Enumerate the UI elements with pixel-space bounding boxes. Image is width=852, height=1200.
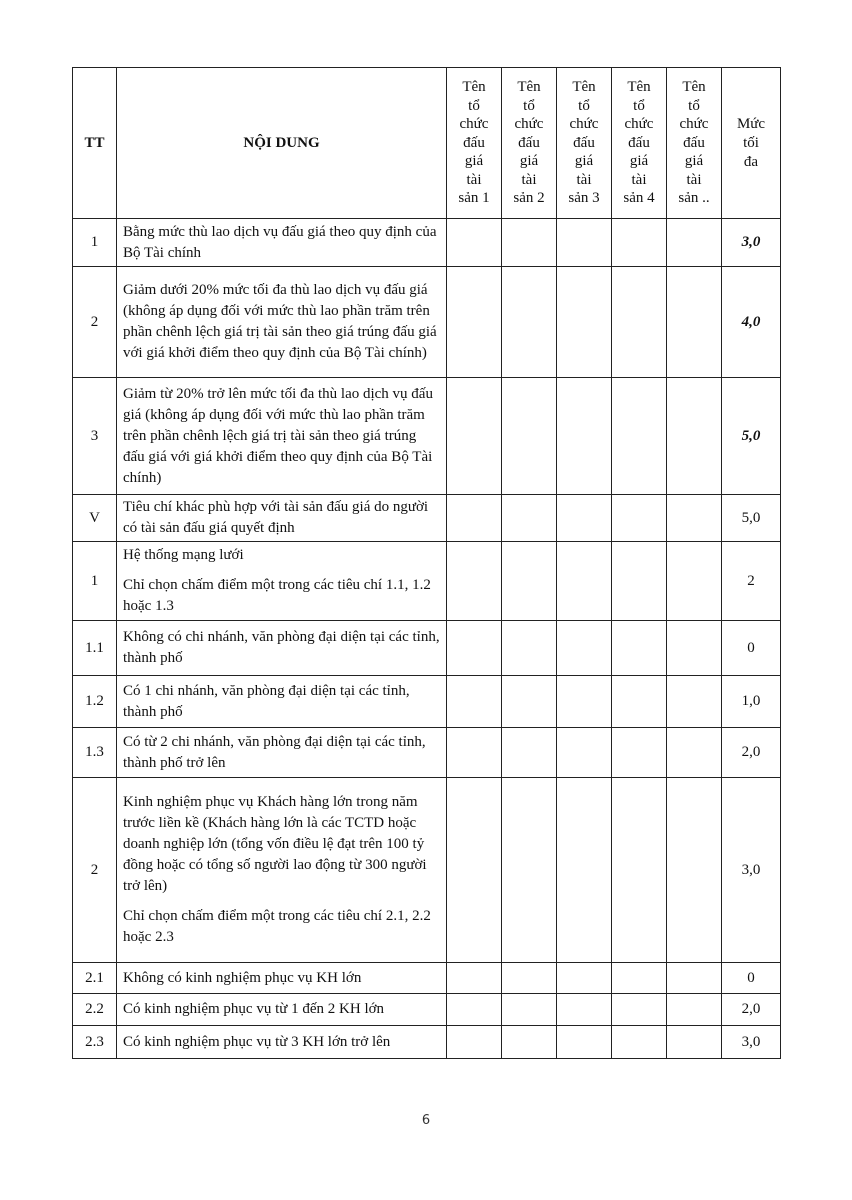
score-cell-org-5 (667, 378, 722, 495)
score-cell-org-4 (612, 994, 667, 1026)
header-org-word: sản 1 (458, 190, 490, 207)
score-cell-org-2 (502, 219, 557, 267)
row-content-text: Có từ 2 chi nhánh, văn phòng đại diện tại các tỉnh, thành phố trở lên (123, 733, 426, 771)
score-cell-org-1 (447, 219, 502, 267)
max-score: 5,0 (722, 378, 781, 495)
header-org-word: giá (574, 153, 594, 170)
table-row (73, 267, 781, 378)
row-content-text: Kinh nghiệm phục vụ Khách hàng lớn trong năm trước liền kề (Khách hàng lớn là các TCTD hoặc doanh nghiệp lớn (tổng vốn điều lệ đạt trên 100 tỷ đồng hoặc có tổng số người lao động từ 300 người trở lên) (123, 794, 427, 894)
header-org-word: Tên (462, 79, 486, 96)
score-cell-org-1 (447, 495, 502, 542)
header-org-word: đấu (683, 134, 705, 151)
row-content (117, 994, 447, 1026)
header-org-word: giá (684, 153, 704, 170)
max-score: 1,0 (722, 676, 781, 728)
table-row (73, 676, 781, 728)
table-row (73, 542, 781, 621)
max-score: 0 (722, 621, 781, 676)
score-cell-org-3 (557, 621, 612, 676)
max-score: 5,0 (722, 495, 781, 542)
score-cell-org-5 (667, 267, 722, 378)
score-cell-org-3 (557, 778, 612, 963)
score-cell-org-4 (612, 378, 667, 495)
score-cell-org-4 (612, 1026, 667, 1059)
header-org-word: giá (464, 153, 484, 170)
header-org-word: tài (631, 171, 647, 188)
max-score: 0 (722, 963, 781, 994)
table-row (73, 495, 781, 542)
score-cell-org-5 (667, 963, 722, 994)
table-body (73, 219, 781, 1059)
header-org-word: tài (466, 171, 482, 188)
max-score: 2 (722, 542, 781, 621)
score-cell-org-5 (667, 495, 722, 542)
score-cell-org-5 (667, 994, 722, 1026)
header-org-3 (557, 68, 612, 219)
score-cell-org-3 (557, 219, 612, 267)
table-row (73, 778, 781, 963)
score-cell-org-5 (667, 778, 722, 963)
table-row (73, 994, 781, 1026)
row-content-note: Chỉ chọn chấm điểm một trong các tiêu chí 1.1, 1.2 hoặc 1.3 (123, 577, 431, 614)
header-org-word: chức (459, 116, 489, 133)
row-content (117, 621, 447, 676)
score-cell-org-1 (447, 1026, 502, 1059)
row-number: 1.2 (73, 676, 117, 728)
header-org-word: tài (576, 171, 592, 188)
header-org-word: chức (514, 116, 544, 133)
header-org-word: tổ (688, 97, 700, 114)
score-cell-org-5 (667, 676, 722, 728)
score-cell-org-2 (502, 994, 557, 1026)
header-org-word: chức (569, 116, 599, 133)
row-number: 2.3 (73, 1026, 117, 1059)
header-org-word: Tên (517, 79, 541, 96)
row-number: 1.3 (73, 728, 117, 778)
header-tt: TT (73, 68, 117, 219)
score-cell-org-3 (557, 542, 612, 621)
score-cell-org-5 (667, 219, 722, 267)
page-number: 6 (421, 1113, 431, 1128)
row-content-text: Giảm từ 20% trở lên mức tối đa thù lao dịch vụ đấu giá (không áp dụng đối với mức thù lao phần trăm trên phần chênh lệch giá trị tài sản theo giá trúng đấu giá với giá khởi điểm theo quy định của Bộ Tài chính) (123, 385, 433, 486)
scoring-table (72, 67, 781, 1059)
header-org-4 (612, 68, 667, 219)
score-cell-org-4 (612, 963, 667, 994)
score-cell-org-1 (447, 994, 502, 1026)
score-cell-org-1 (447, 621, 502, 676)
header-org-word: sản 2 (513, 190, 545, 207)
header-org-5 (667, 68, 722, 219)
row-content-text: Tiêu chí khác phù hợp với tài sản đấu giá do người có tài sản đấu giá quyết định (123, 499, 429, 536)
score-cell-org-4 (612, 495, 667, 542)
score-cell-org-4 (612, 676, 667, 728)
score-cell-org-5 (667, 542, 722, 621)
score-cell-org-4 (612, 542, 667, 621)
table-row (73, 963, 781, 994)
score-cell-org-3 (557, 963, 612, 994)
header-org-word: giá (519, 153, 539, 170)
score-cell-org-4 (612, 778, 667, 963)
row-content (117, 676, 447, 728)
row-content-text: Có kinh nghiệm phục vụ từ 1 đến 2 KH lớn (123, 1001, 385, 1017)
row-content-text: Có kinh nghiệm phục vụ từ 3 KH lớn trở lên (123, 1033, 391, 1050)
row-content (117, 267, 447, 378)
row-content (117, 963, 447, 994)
header-org-word: tổ (633, 97, 645, 114)
score-cell-org-1 (447, 963, 502, 994)
header-max-score (722, 68, 781, 219)
header-max-line-1: Mức tối (736, 115, 766, 151)
row-number: V (73, 495, 117, 542)
score-cell-org-2 (502, 542, 557, 621)
score-cell-org-5 (667, 728, 722, 778)
score-cell-org-5 (667, 621, 722, 676)
header-org-word: sản 4 (623, 190, 655, 207)
header-org-word: Tên (572, 79, 596, 96)
score-cell-org-1 (447, 267, 502, 378)
header-org-word: Tên (627, 79, 651, 96)
score-cell-org-3 (557, 728, 612, 778)
row-number: 1 (73, 219, 117, 267)
score-cell-org-1 (447, 778, 502, 963)
score-cell-org-3 (557, 676, 612, 728)
row-number: 2 (73, 778, 117, 963)
header-org-word: tài (686, 171, 702, 188)
score-cell-org-2 (502, 621, 557, 676)
header-org-word: tổ (523, 97, 535, 114)
row-content-text: Bằng mức thù lao dịch vụ đấu giá theo quy định của Bộ Tài chính (123, 223, 437, 261)
score-cell-org-2 (502, 963, 557, 994)
header-org-word: chức (624, 116, 654, 133)
table-row (73, 378, 781, 495)
row-content (117, 1026, 447, 1059)
row-content-text: Có 1 chi nhánh, văn phòng đại diện tại các tỉnh, thành phố (123, 682, 410, 720)
header-org-word: đấu (573, 134, 595, 151)
max-score: 3,0 (722, 778, 781, 963)
header-row (73, 68, 781, 219)
header-org-2 (502, 68, 557, 219)
header-org-1 (447, 68, 502, 219)
max-score: 3,0 (722, 1026, 781, 1059)
max-score: 2,0 (722, 994, 781, 1026)
max-score: 2,0 (722, 728, 781, 778)
row-content (117, 378, 447, 495)
score-cell-org-2 (502, 676, 557, 728)
table-row (73, 1026, 781, 1059)
header-org-word: Tên (682, 79, 706, 96)
score-cell-org-3 (557, 1026, 612, 1059)
table-row (73, 728, 781, 778)
score-cell-org-2 (502, 728, 557, 778)
score-cell-org-4 (612, 267, 667, 378)
table-row (73, 621, 781, 676)
score-cell-org-2 (502, 378, 557, 495)
score-cell-org-1 (447, 728, 502, 778)
score-cell-org-2 (502, 495, 557, 542)
header-org-word: đấu (518, 134, 540, 151)
row-number: 2 (73, 267, 117, 378)
max-score: 3,0 (722, 219, 781, 267)
score-cell-org-3 (557, 378, 612, 495)
score-cell-org-4 (612, 219, 667, 267)
row-content-text: Không có chi nhánh, văn phòng đại diện tại các tỉnh, thành phố (123, 629, 440, 666)
header-org-word: sản .. (678, 190, 710, 207)
row-content-text: Hệ thống mạng lưới (123, 547, 244, 563)
row-content-note: Chỉ chọn chấm điểm một trong các tiêu chí 2.1, 2.2 hoặc 2.3 (123, 908, 431, 945)
header-org-word: tổ (578, 97, 590, 114)
score-cell-org-5 (667, 1026, 722, 1059)
row-content (117, 778, 447, 963)
score-cell-org-4 (612, 728, 667, 778)
row-number: 1 (73, 542, 117, 621)
score-cell-org-2 (502, 1026, 557, 1059)
score-cell-org-4 (612, 621, 667, 676)
header-content: NỘI DUNG (117, 68, 447, 219)
header-org-word: chức (679, 116, 709, 133)
row-number: 2.1 (73, 963, 117, 994)
table-row (73, 219, 781, 267)
header-org-word: giá (629, 153, 649, 170)
row-content-text: Giảm dưới 20% mức tối đa thù lao dịch vụ đấu giá (không áp dụng đối với mức thù lao phần trăm trên phần chênh lệch giá trị tài sản theo giá trúng đấu giá với giá khởi điểm theo quy định của Bộ Tài chính) (123, 282, 437, 361)
header-org-word: tổ (468, 97, 480, 114)
score-cell-org-1 (447, 542, 502, 621)
max-score: 4,0 (722, 267, 781, 378)
header-org-word: sản 3 (568, 190, 600, 207)
row-number: 3 (73, 378, 117, 495)
header-org-word: tài (521, 171, 537, 188)
row-content (117, 495, 447, 542)
row-content (117, 219, 447, 267)
score-cell-org-1 (447, 378, 502, 495)
header-max-line-2: đa (743, 153, 759, 170)
score-cell-org-3 (557, 495, 612, 542)
score-cell-org-2 (502, 267, 557, 378)
score-cell-org-3 (557, 267, 612, 378)
score-cell-org-3 (557, 994, 612, 1026)
score-cell-org-1 (447, 676, 502, 728)
header-org-word: đấu (463, 134, 485, 151)
row-number: 1.1 (73, 621, 117, 676)
row-content-text: Không có kinh nghiệm phục vụ KH lớn (123, 969, 362, 986)
row-number: 2.2 (73, 994, 117, 1026)
score-cell-org-2 (502, 778, 557, 963)
row-content (117, 728, 447, 778)
header-org-word: đấu (628, 134, 650, 151)
row-content (117, 542, 447, 621)
